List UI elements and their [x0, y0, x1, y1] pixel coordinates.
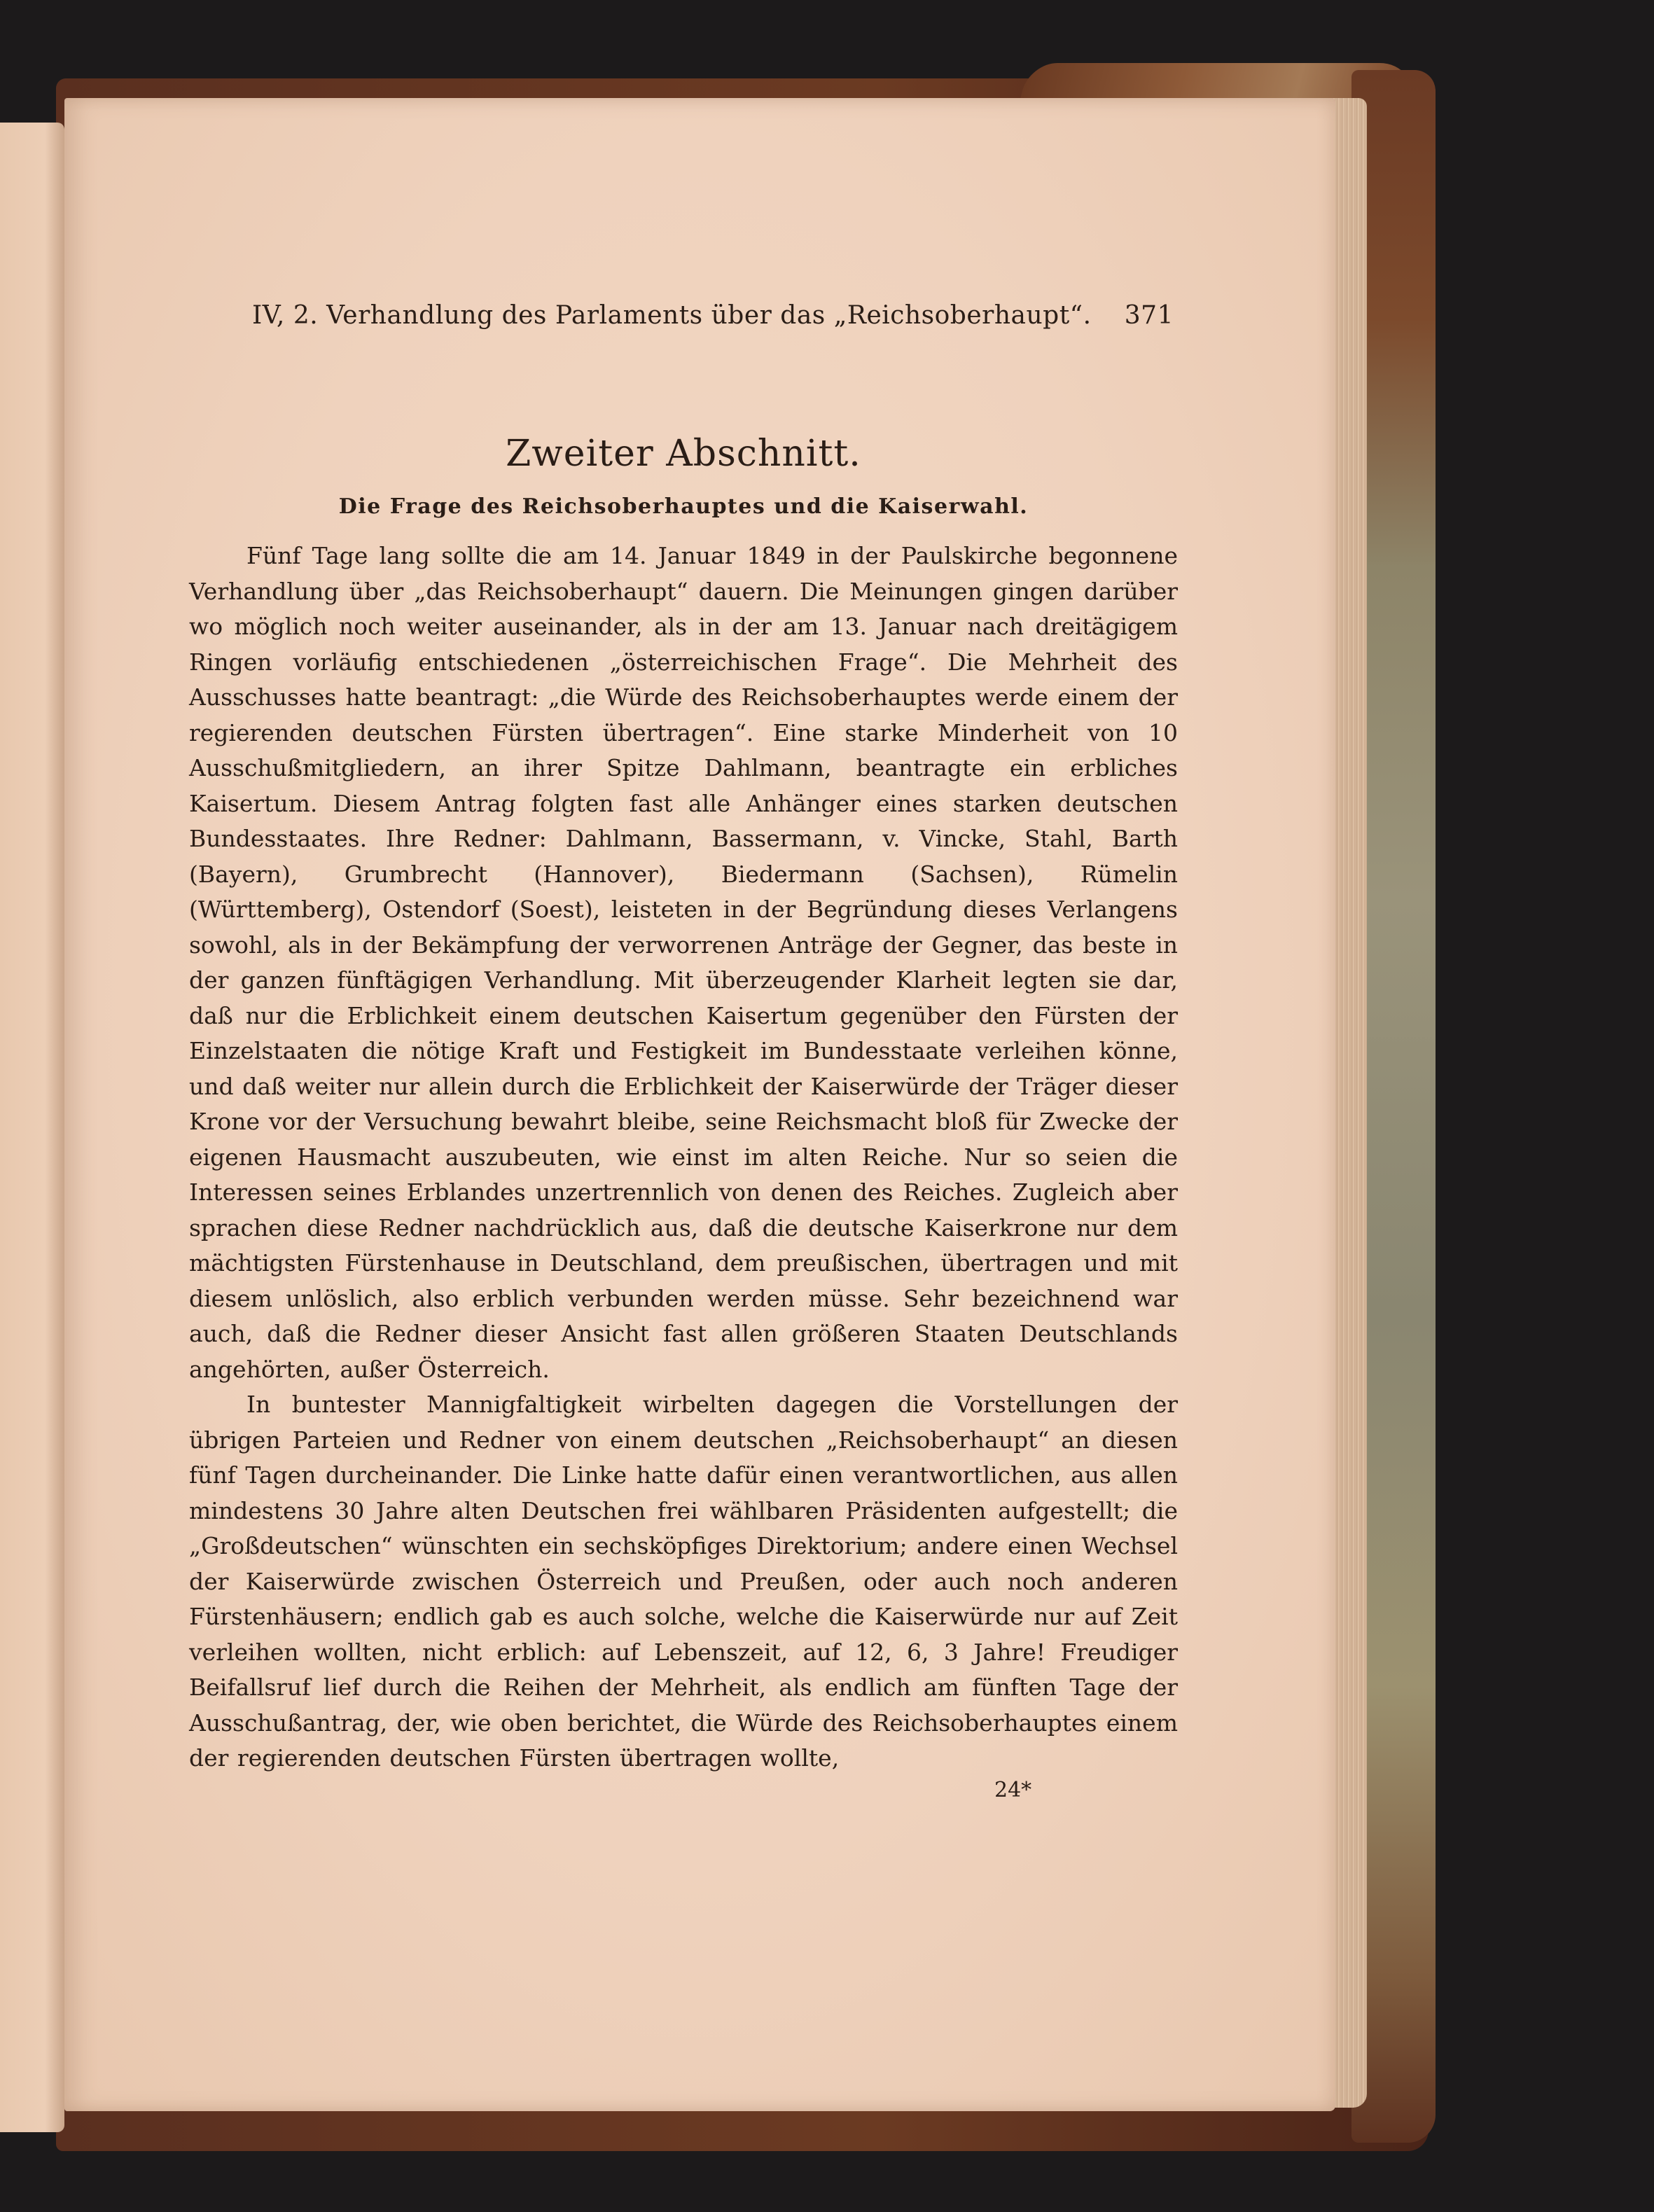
signature-mark: 24* [994, 1777, 1032, 1802]
page-stack-edge [1330, 98, 1367, 2108]
running-head-title: IV, 2. Verhandlung des Parlaments über das „Reichsoberhaupt“. [252, 301, 1092, 330]
body-text [189, 538, 1178, 1776]
section-heading: Zweiter Abschnitt. [506, 433, 861, 475]
facing-page-edge [0, 123, 64, 2132]
section-subheading: Die Frage des Reichsoberhauptes und die Kaiserwahl. [338, 494, 1029, 519]
paragraph: In buntester Mannigfaltigkeit wirbelten dagegen die Vorstellungen der übrigen Parteien und Redner von einem deutschen „Reichsoberhaupt“ an diesen fünf Tagen durcheinander. Die Linke hatte dafür einen verantwortlichen, aus allen mindestens 30 Jahre alten Deutschen frei wählbaren Präsidenten aufgestellt; die „Großdeutschen“ wünschten ein sechsköpfiges Direktorium; andere einen Wechsel der Kaiserwürde zwischen Österreich und Preußen, oder auch noch anderen Fürstenhäusern; endlich gab es auch solche, welche die Kaiserwürde nur auf Zeit verleihen wollten, nicht erblich: auf Lebenszeit, auf 12, 6, 3 Jahre! Freudiger Beifallsruf lief durch die Reihen der Mehrheit, als endlich am fünften Tage der Ausschußantrag, der, wie oben berichtet, die Würde des Reichsoberhauptes einem der regierenden deutschen Fürsten übertragen wollte, [189, 1391, 1178, 1772]
paragraph: Fünf Tage lang sollte die am 14. Januar 1849 in der Paulskirche begonnene Verhandlung über „das Reichsoberhaupt“ dauern. Die Meinungen gingen darüber wo möglich noch weiter auseinander, als in der am 13. Januar nach dreitägigem Ringen vorläufig entschiedenen „österreichischen Frage“. Die Mehrheit des Ausschusses hatte beantragt: „die Würde des Reichsoberhauptes werde einem der regierenden deutschen Fürsten übertragen“. Eine starke Minderheit von 10 Ausschußmitgliedern, an ihrer Spitze Dahlmann, beantragte ein erbliches Kaisertum. Diesem Antrag folgten fast alle Anhänger eines starken deutschen Bundesstaates. Ihre Redner: Dahlmann, Bassermann, v. Vincke, Stahl, Barth (Bayern), Grumbrecht (Hannover), Biedermann (Sachsen), Rümelin (Württemberg), Ostendorf (Soest), leisteten in der Begründung dieses Verlangens sowohl, als in der Bekämpfung der verworrenen Anträge der Gegner, das beste in der ganzen fünftägigen Verhandlung. Mit überzeugender Klarheit legten sie dar, daß nur die Erblichkeit einem deutschen Kaisertum gegenüber den Fürsten der Einzelstaaten die nötige Kraft und Festigkeit im Bundesstaate verleihen könne, und daß weiter nur allein durch die Erblichkeit der Kaiserwürde der Träger dieser Krone vor der Versuchung bewahrt bleibe, seine Reichsmacht bloß für Zwecke der eigenen Hausmacht auszubeuten, wie einst im alten Reiche. Nur so seien die Interessen seines Erblandes unzertrennlich von denen des Reiches. Zugleich aber sprachen diese Redner nachdrücklich aus, daß die deutsche Kaiserkrone nur dem mächtigsten Fürstenhause in Deutschland, dem preußischen, übertragen und mit diesem unlöslich, also erblich verbunden werden müsse. Sehr bezeichnend war auch, daß die Redner dieser Ansicht fast allen größeren Staaten Deutschlands angehörten, außer Österreich. [189, 542, 1178, 1383]
running-head [189, 301, 1178, 343]
page-number: 371 [1124, 301, 1174, 330]
page-text [189, 301, 1178, 1802]
book-page [64, 98, 1335, 2111]
